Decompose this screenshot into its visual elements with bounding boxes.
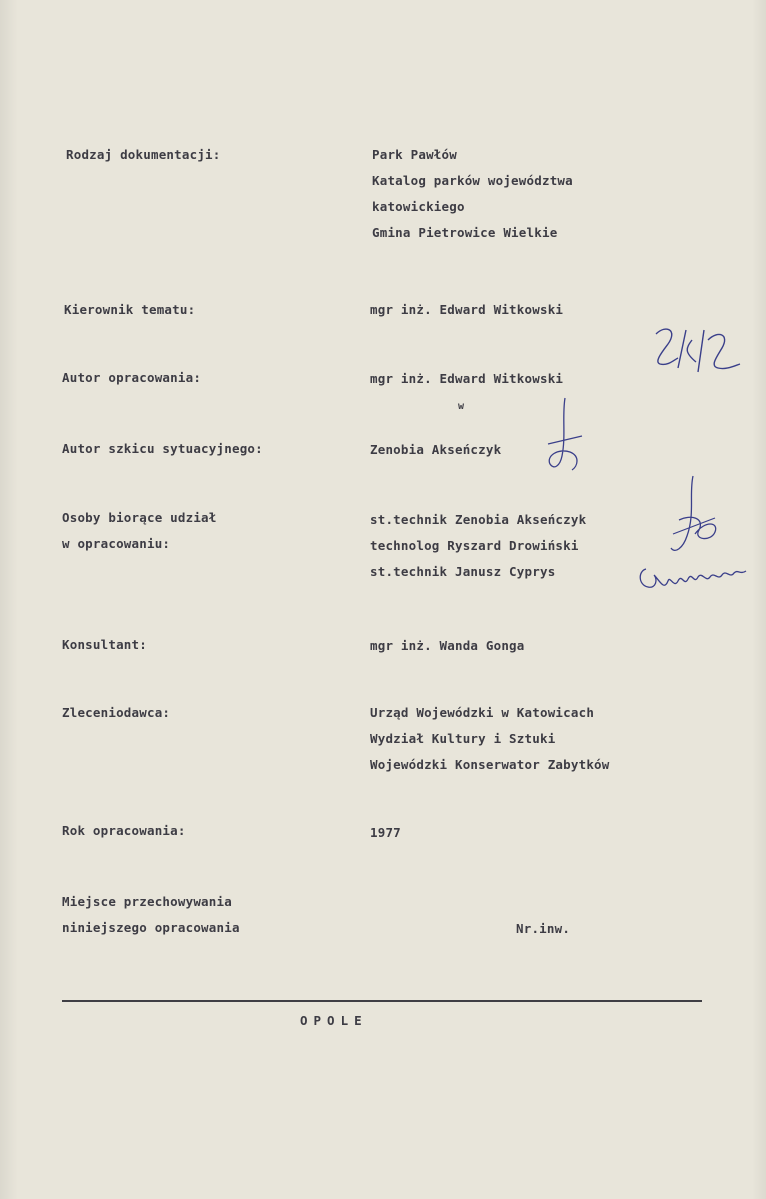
label-autor-szkicu: Autor szkicu sytuacyjnego: — [62, 441, 263, 456]
label-line: Miejsce przechowywania — [62, 894, 232, 909]
value-konsultant: mgr inż. Wanda Gonga — [370, 638, 525, 653]
label-zleceniodawca: Zleceniodawca: — [62, 705, 171, 720]
value-line: Park Pawłów — [372, 147, 457, 162]
footer-city: OPOLE — [300, 1013, 368, 1028]
signature-drawing — [636, 555, 756, 600]
signature-aksenczyk-1 — [540, 396, 590, 476]
value-osoby-biorace-udzial — [370, 507, 586, 585]
label-line: niniejszego opracowania — [62, 920, 240, 935]
annotation-w: w — [458, 401, 465, 412]
label-rok-opracowania: Rok opracowania: — [62, 823, 186, 838]
signature-aksenczyk-2 — [665, 474, 725, 564]
signature-drawing — [540, 396, 590, 476]
value-rodzaj-dokumentacji — [372, 142, 573, 246]
value-line: Wojewódzki Konserwator Zabytków — [370, 757, 610, 772]
label-line: Osoby biorące udział — [62, 510, 217, 525]
signature-drawing — [665, 474, 725, 564]
value-line: st.technik Janusz Cyprys — [370, 564, 556, 579]
value-autor-opracowania: mgr inż. Edward Witkowski — [370, 371, 564, 386]
value-nr-inw: Nr.inw. — [516, 921, 571, 936]
footer-separator — [62, 1000, 702, 1002]
label-line: w opracowaniu: — [62, 536, 171, 551]
value-line: Urząd Wojewódzki w Katowicach — [370, 705, 595, 720]
handwritten-annotation-drawing — [648, 322, 748, 382]
value-line: Wydział Kultury i Sztuki — [370, 731, 556, 746]
signature-cyprys — [636, 555, 756, 600]
label-osoby-biorace-udzial — [62, 505, 217, 557]
value-line: katowickiego — [372, 199, 465, 214]
value-line: Gmina Pietrowice Wielkie — [372, 225, 558, 240]
value-rok-opracowania: 1977 — [370, 825, 401, 840]
value-zleceniodawca — [370, 700, 610, 778]
label-rodzaj-dokumentacji: Rodzaj dokumentacji: — [66, 147, 221, 162]
handwritten-annotation — [648, 322, 748, 382]
label-konsultant: Konsultant: — [62, 637, 147, 652]
value-line: technolog Ryszard Drowiński — [370, 538, 579, 553]
value-autor-szkicu: Zenobia Akseńczyk — [370, 442, 502, 457]
label-autor-opracowania: Autor opracowania: — [62, 370, 202, 385]
value-line: st.technik Zenobia Akseńczyk — [370, 512, 587, 527]
label-miejsce-przechowywania — [62, 889, 240, 941]
label-kierownik-tematu: Kierownik tematu: — [64, 302, 196, 317]
value-line: Katalog parków województwa — [372, 173, 573, 188]
value-kierownik-tematu: mgr inż. Edward Witkowski — [370, 302, 564, 317]
